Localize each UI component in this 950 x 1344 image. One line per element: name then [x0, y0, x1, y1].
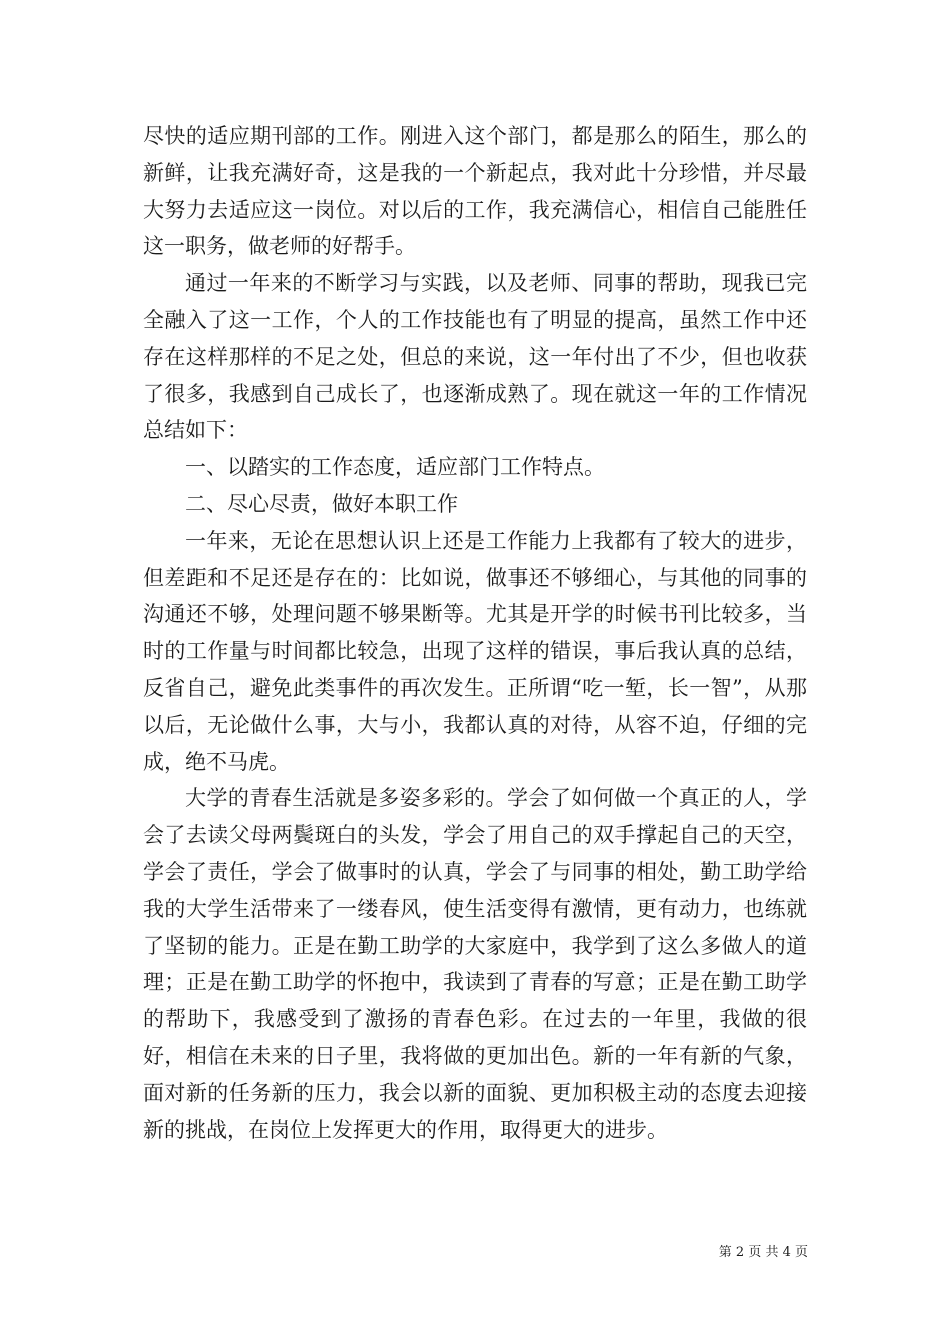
section-heading: 一、以踏实的工作态度，适应部门工作特点。	[185, 455, 605, 480]
paragraph: 尽快的适应期刊部的工作。刚进入这个部门，都是那么的陌生，那么的新鲜，让我充满好奇，这是我的一个新起点，我对此十分珍惜，并尽最大努力去适应这一岗位。对以后的工作，我充满信心，相信自己能胜任这一职务，做老师的好帮手。	[143, 124, 807, 259]
section-heading: 二、尽心尽责，做好本职工作	[185, 491, 458, 516]
page-number-footer: 第 2 页 共 4 页	[718, 1245, 808, 1260]
paragraph: 大学的青春生活就是多姿多彩的。学会了如何做一个真正的人，学会了去读父母两鬓斑白的头发，学会了用自己的双手撑起自己的天空，学会了责任，学会了做事时的认真，学会了与同事的相处，勤工助学给我的大学生活带来了一缕春风，使生活变得有激情，更有动力，也练就了坚韧的能力。正是在勤工助学的大家庭中，我学到了这么多做人的道理；正是在勤工助学的怀抱中，我读到了青春的写意；正是在勤工助学的帮助下，我感受到了激扬的青春色彩。在过去的一年里，我做的很好，相信在未来的日子里，我将做的更加出色。新的一年有新的气象，面对新的任务新的压力，我会以新的面貌、更加积极主动的态度去迎接新的挑战，在岗位上发挥更大的作用，取得更大的进步。	[143, 786, 807, 1142]
paragraph: 通过一年来的不断学习与实践，以及老师、同事的帮助，现我已完全融入了这一工作，个人的工作技能也有了明显的提高，虽然工作中还存在这样那样的不足之处，但总的来说，这一年付出了不少，但也收获了很多，我感到自己成长了，也逐渐成熟了。现在就这一年的工作情况总结如下：	[143, 271, 807, 443]
paragraph: 一年来，无论在思想认识上还是工作能力上我都有了较大的进步，但差距和不足还是存在的：比如说，做事还不够细心，与其他的同事的沟通还不够，处理问题不够果断等。尤其是开学的时候书刊比较多，当时的工作量与时间都比较急，出现了这样的错误，事后我认真的总结，反省自己，避免此类事件的再次发生。正所谓“吃一堑，长一智”，从那以后，无论做什么事，大与小，我都认真的对待，从容不迫，仔细的完成，绝不马虎。	[143, 528, 807, 774]
document-body	[143, 118, 807, 1148]
